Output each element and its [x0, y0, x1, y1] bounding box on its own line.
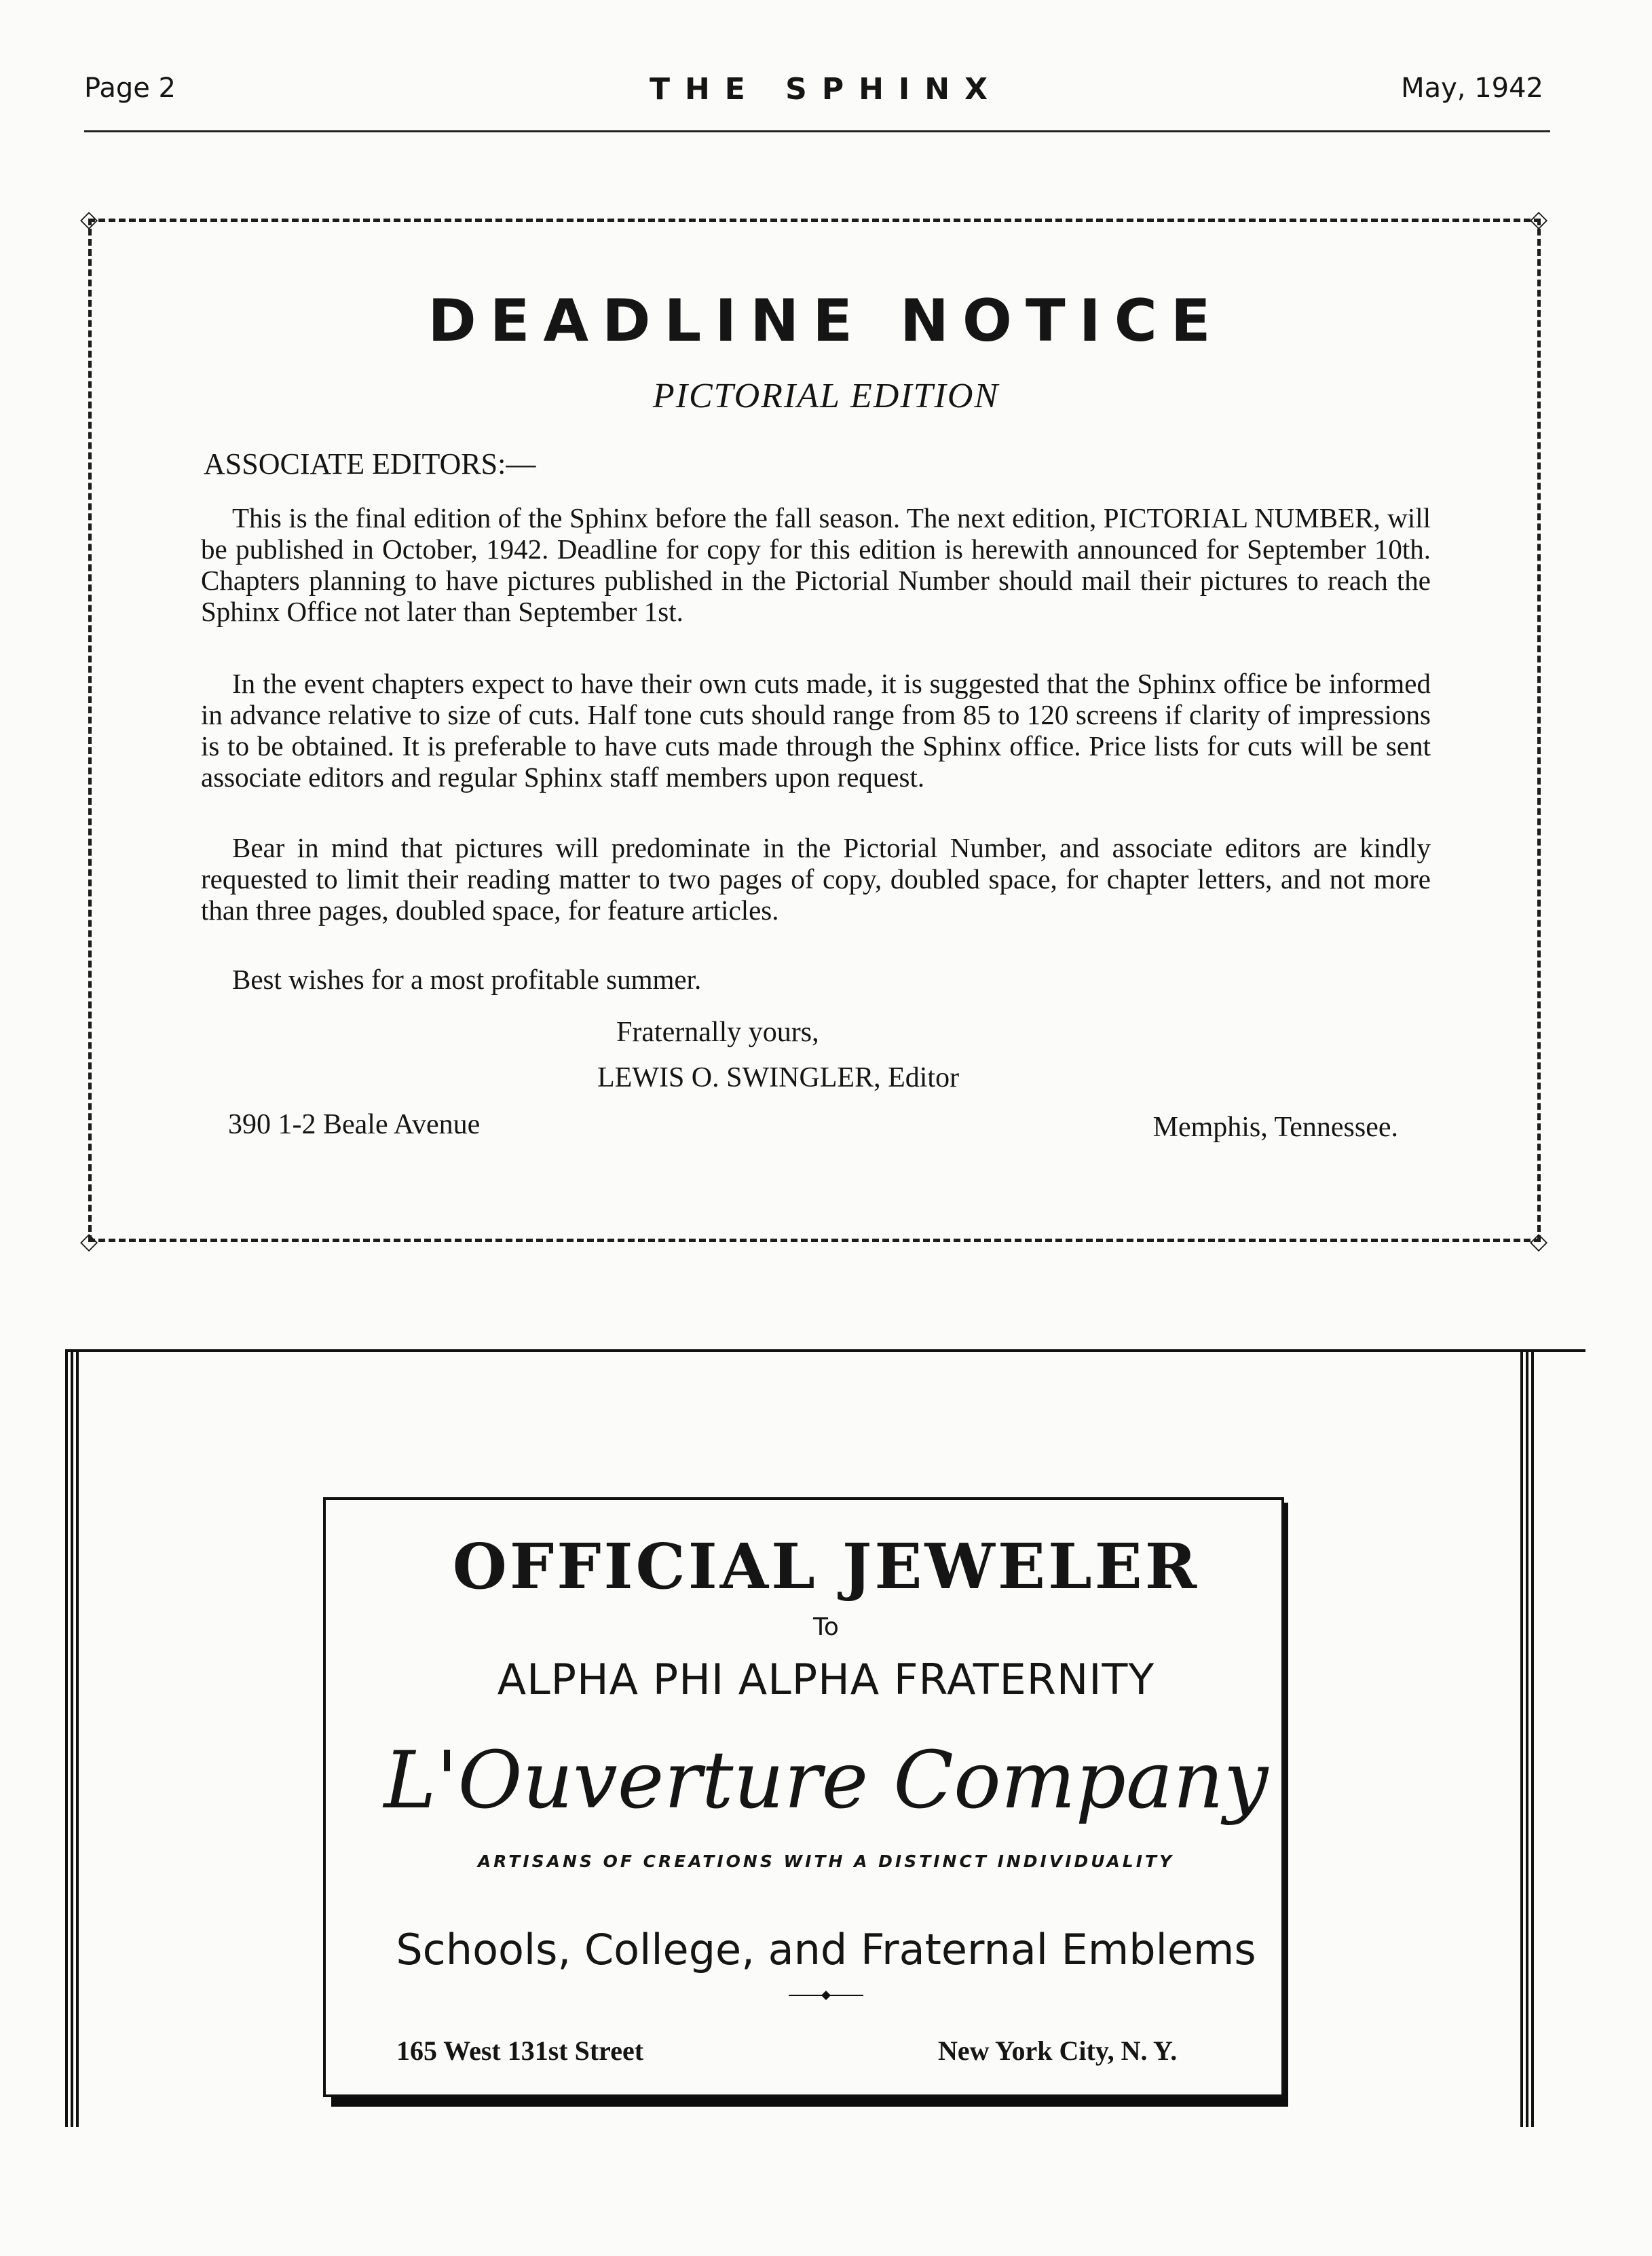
ad-divider-ornament-icon	[0, 1989, 1652, 2006]
issue-date: May, 1942	[1401, 73, 1543, 104]
notice-paragraph: Bear in mind that pictures will predominate in the Pictorial Number, and associate editors are kindly requested to limit their reading matter to two pages of copy, doubled space, for chapter letters, and not more than three pages, doubled space, for feature articles.	[201, 832, 1431, 926]
ad-company-logo: L'Ouverture Company	[383, 1735, 1269, 1826]
ad-fraternity: ALPHA PHI ALPHA FRATERNITY	[497, 1655, 1155, 1704]
ad-tagline: ARTISANS OF CREATIONS WITH A DISTINCT INDIVIDUALITY	[477, 1851, 1175, 1871]
page-number: Page 2	[84, 73, 176, 104]
notice-subtitle: PICTORIAL EDITION	[652, 377, 1000, 415]
ad-title: OFFICIAL JEWELER	[452, 1530, 1200, 1603]
ad-frame-top-rule	[65, 1349, 1585, 1352]
city-state: Memphis, Tennessee.	[1152, 1112, 1398, 1143]
header-rule	[84, 130, 1550, 132]
signature: LEWIS O. SWINGLER, Editor	[597, 1062, 960, 1093]
notice-paragraph: Best wishes for a most profitable summer.	[232, 964, 702, 995]
closing: Fraternally yours,	[616, 1017, 819, 1048]
notice-paragraph: This is the final edition of the Sphinx before the fall season. The next edition, PICTORIAL NUMBER, will be published in October, 1942. Deadline for copy for this edition is herewith announced for September 10th. Chapters planning to have pictures published in the Pictorial Number should mail their pictures to reach the Sphinx Office not later than September 1st.	[201, 502, 1431, 627]
notice-paragraph: In the event chapters expect to have their own cuts made, it is suggested that the Sphinx office be informed in advance relative to size of cuts. Half tone cuts should range from 85 to 120 screens if clarity of impressions is to be obtained. It is preferable to have cuts made through the Sphinx office. Price lists for cuts will be sent associate editors and regular Sphinx staff members upon request.	[201, 668, 1431, 793]
salutation: ASSOCIATE EDITORS:—	[204, 447, 536, 481]
publication-title: THE SPHINX	[649, 72, 1003, 107]
corner-ornament-icon: ◇	[1530, 1228, 1548, 1255]
notice-title: DEADLINE NOTICE	[428, 287, 1224, 355]
ad-emblems: Schools, College, and Fraternal Emblems	[396, 1925, 1256, 1974]
corner-ornament-icon: ◇	[80, 1228, 98, 1255]
ad-city: New York City, N. Y.	[938, 2035, 1178, 2066]
ad-to: To	[813, 1613, 839, 1641]
ad-street-address: 165 West 131st Street	[396, 2035, 644, 2066]
corner-ornament-icon: ◇	[80, 206, 98, 233]
corner-ornament-icon: ◇	[1530, 206, 1548, 233]
street-address: 390 1-2 Beale Avenue	[228, 1109, 481, 1140]
